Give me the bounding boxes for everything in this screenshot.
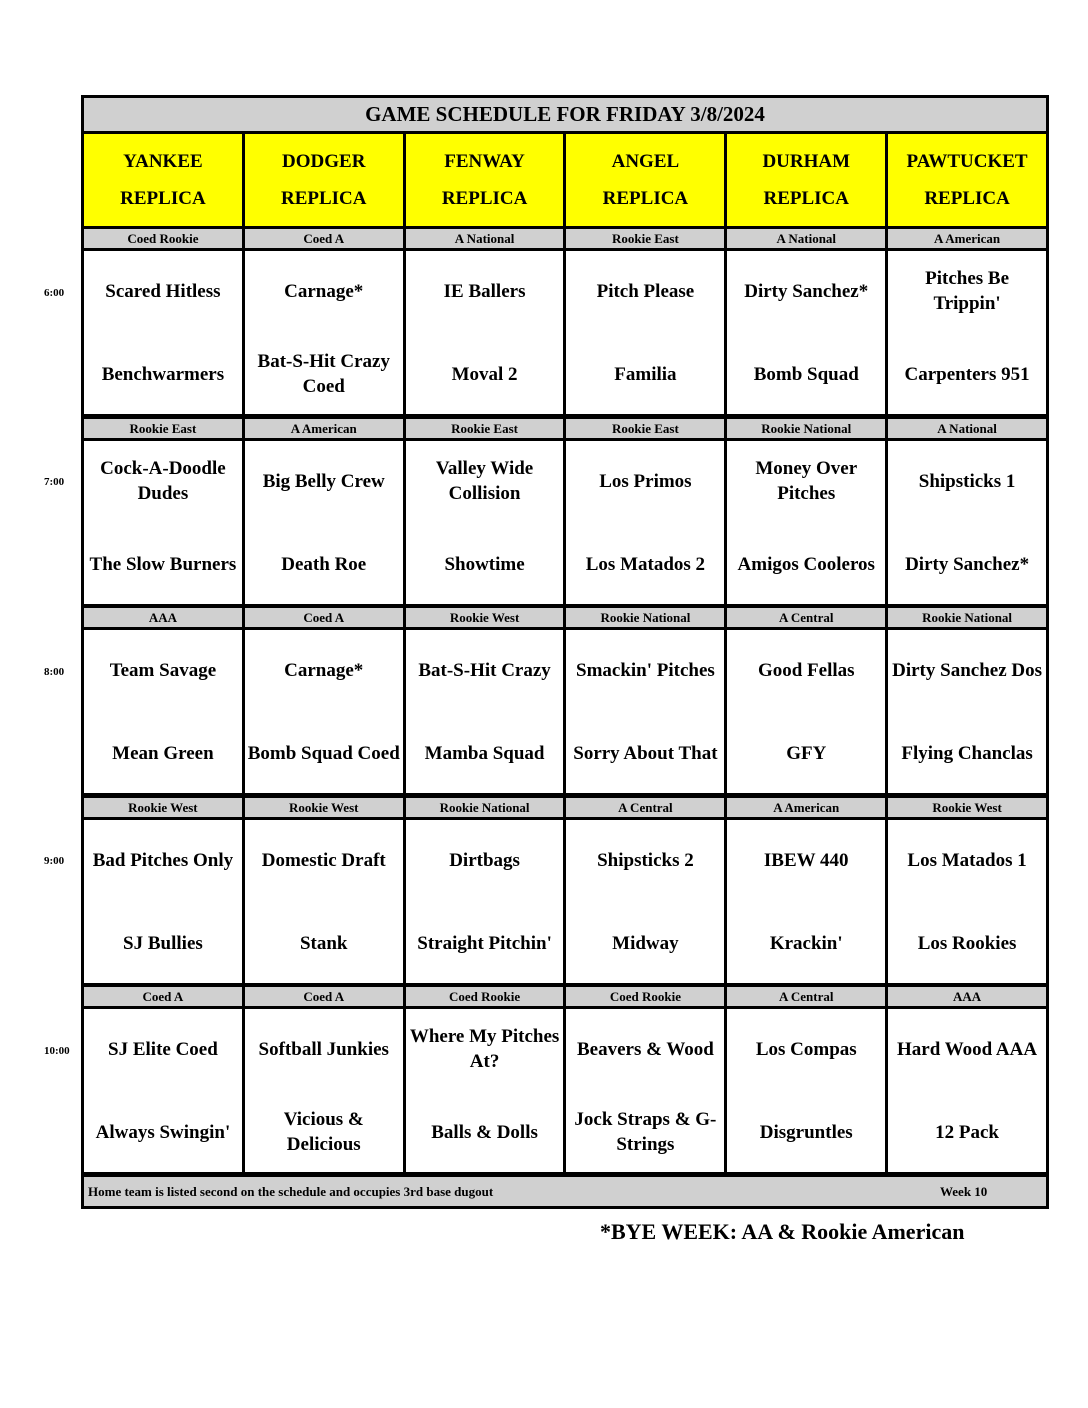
division-label: Rookie West xyxy=(888,798,1046,817)
field-sub: REPLICA xyxy=(441,188,528,209)
field-header xyxy=(84,134,242,226)
away-team: Dirty Sanchez Dos xyxy=(892,659,1043,681)
away-team: Softball Junkies xyxy=(258,1038,389,1060)
away-team: Scared Hitless xyxy=(105,280,221,302)
game-cell xyxy=(727,1009,885,1172)
field-header xyxy=(888,134,1046,226)
home-team: Midway xyxy=(612,932,679,954)
home-team: Straight Pitchin' xyxy=(417,932,552,954)
away-team: Good Fellas xyxy=(757,659,855,681)
away-team: Los Compas xyxy=(755,1038,857,1060)
field-name: DODGER xyxy=(282,151,366,172)
game-cell xyxy=(406,251,564,414)
home-team: Death Roe xyxy=(281,553,367,575)
game-cell xyxy=(888,441,1046,604)
division-label: A National xyxy=(888,419,1046,438)
division-label: A National xyxy=(406,229,564,248)
home-team: Balls & Dolls xyxy=(431,1121,538,1143)
away-team: IE Ballers xyxy=(443,280,526,302)
away-team: Cock-A-Doodle Dudes xyxy=(100,458,226,504)
away-team: Carnage* xyxy=(284,280,364,302)
away-team: IBEW 440 xyxy=(763,849,849,871)
field-sub: REPLICA xyxy=(120,188,206,209)
time-label: 8:00 xyxy=(44,666,65,678)
home-team: Flying Chanclas xyxy=(901,742,1033,764)
field-header xyxy=(566,134,724,226)
home-team: Krackin' xyxy=(769,932,843,954)
field-sub: REPLICA xyxy=(280,188,367,209)
field-header xyxy=(245,134,403,226)
game-cell xyxy=(245,820,403,983)
home-team: Mean Green xyxy=(112,742,214,764)
game-cell xyxy=(566,251,724,414)
division-row xyxy=(84,608,1046,627)
game-cell xyxy=(888,630,1046,793)
away-team: Dirtbags xyxy=(449,849,520,871)
division-label: Coed Rookie xyxy=(84,229,242,248)
game-cell xyxy=(888,820,1046,983)
home-team: Carpenters 951 xyxy=(904,363,1030,385)
division-row xyxy=(84,419,1046,438)
game-cell xyxy=(727,630,885,793)
away-team: Beavers & Wood xyxy=(576,1038,714,1060)
division-label: Rookie West xyxy=(84,798,242,817)
game-cell xyxy=(727,441,885,604)
home-team: Mamba Squad xyxy=(424,742,545,764)
home-team: Showtime xyxy=(444,553,525,575)
game-cell xyxy=(727,820,885,983)
game-cell xyxy=(406,630,564,793)
bye-week-note: *BYE WEEK: AA & Rookie American xyxy=(600,1219,965,1244)
game-cell xyxy=(566,820,724,983)
away-team: Bat-S-Hit Crazy xyxy=(418,659,551,681)
division-label: Rookie National xyxy=(406,798,564,817)
away-team: Carnage* xyxy=(284,659,364,681)
home-team: SJ Bullies xyxy=(123,932,203,954)
division-label: A American xyxy=(727,798,885,817)
division-label: Rookie East xyxy=(566,229,724,248)
game-cell xyxy=(727,251,885,414)
division-label: Coed Rookie xyxy=(406,987,564,1006)
home-team-note: Home team is listed second on the schedule and occupies 3rd base dugout xyxy=(88,1184,494,1199)
game-cell xyxy=(566,630,724,793)
field-name: FENWAY xyxy=(444,151,525,172)
time-label: 9:00 xyxy=(44,855,65,867)
division-label: Rookie National xyxy=(727,419,885,438)
division-label: Rookie East xyxy=(566,419,724,438)
division-label: A Central xyxy=(566,798,724,817)
home-team: Jock Straps & G-Strings xyxy=(574,1109,717,1155)
game-cell xyxy=(84,251,242,414)
home-team: 12 Pack xyxy=(935,1121,999,1143)
home-team: GFY xyxy=(786,742,827,764)
division-label: Coed A xyxy=(245,608,403,627)
division-label: A Central xyxy=(727,987,885,1006)
division-label: Rookie National xyxy=(566,608,724,627)
home-team: Los Rookies xyxy=(917,932,1017,954)
division-row xyxy=(84,229,1046,248)
home-team: Always Swingin' xyxy=(95,1121,231,1143)
time-label: 10:00 xyxy=(44,1045,70,1057)
home-team: The Slow Burners xyxy=(89,553,237,575)
division-row xyxy=(84,987,1046,1006)
away-team: Los Matados 1 xyxy=(907,849,1027,871)
division-label: Rookie East xyxy=(406,419,564,438)
game-cell xyxy=(245,441,403,604)
home-team: Disgruntles xyxy=(759,1121,853,1143)
week-label: Week 10 xyxy=(940,1184,988,1199)
game-cell xyxy=(84,630,242,793)
game-cell xyxy=(888,1009,1046,1172)
field-header-row xyxy=(84,134,1046,226)
away-team: Los Primos xyxy=(599,470,692,492)
schedule-table xyxy=(81,95,1049,1209)
division-label: A National xyxy=(727,229,885,248)
away-team: Shipsticks 2 xyxy=(597,849,694,871)
home-team: Bomb Squad xyxy=(753,363,859,385)
home-team: Bomb Squad Coed xyxy=(247,742,400,764)
game-cell xyxy=(245,251,403,414)
field-sub: REPLICA xyxy=(763,188,849,209)
field-name: YANKEE xyxy=(123,151,203,172)
game-cell xyxy=(406,441,564,604)
field-name: PAWTUCKET xyxy=(906,151,1028,172)
game-cell xyxy=(245,630,403,793)
home-team: Benchwarmers xyxy=(101,363,225,385)
home-team: Los Matados 2 xyxy=(585,553,706,575)
home-team: Sorry About That xyxy=(573,742,718,764)
home-team: Bat-S-Hit Crazy Coed xyxy=(257,351,390,397)
game-cell xyxy=(406,1009,564,1172)
schedule-title: GAME SCHEDULE FOR FRIDAY 3/8/2024 xyxy=(84,98,1046,131)
division-row xyxy=(84,798,1046,817)
division-label: Coed Rookie xyxy=(566,987,724,1006)
game-cell xyxy=(566,1009,724,1172)
game-cell xyxy=(84,441,242,604)
away-team: Pitches Be Trippin' xyxy=(925,268,1010,314)
away-team: Domestic Draft xyxy=(261,849,386,871)
games-row xyxy=(84,251,1046,414)
time-label: 7:00 xyxy=(44,476,65,488)
division-label: Coed A xyxy=(245,987,403,1006)
field-name: ANGEL xyxy=(611,151,680,172)
field-sub: REPLICA xyxy=(602,188,689,209)
game-cell xyxy=(84,820,242,983)
home-team: Amigos Cooleros xyxy=(737,553,875,575)
field-header xyxy=(406,134,564,226)
division-label: Rookie West xyxy=(245,798,403,817)
away-team: Big Belly Crew xyxy=(262,470,385,492)
away-team: SJ Elite Coed xyxy=(108,1038,218,1060)
games-row xyxy=(84,1009,1046,1172)
away-team: Pitch Please xyxy=(596,280,695,302)
away-team: Team Savage xyxy=(109,659,217,681)
away-team: Shipsticks 1 xyxy=(918,470,1016,492)
field-sub: REPLICA xyxy=(924,188,1010,209)
field-name: DURHAM xyxy=(762,151,851,172)
division-label: A American xyxy=(245,419,403,438)
division-label: AAA xyxy=(888,987,1046,1006)
home-team: Moval 2 xyxy=(451,363,518,385)
division-label: AAA xyxy=(84,608,242,627)
home-team: Dirty Sanchez* xyxy=(905,553,1030,575)
games-row xyxy=(84,630,1046,793)
games-row xyxy=(84,820,1046,983)
away-team: Hard Wood AAA xyxy=(897,1038,1038,1060)
time-label: 6:00 xyxy=(44,287,65,299)
game-cell xyxy=(406,820,564,983)
division-label: A Central xyxy=(727,608,885,627)
footer-bar xyxy=(84,1177,1046,1206)
game-cell xyxy=(245,1009,403,1172)
division-label: Rookie West xyxy=(406,608,564,627)
home-team: Vicious & Delicious xyxy=(283,1109,364,1155)
games-row xyxy=(84,441,1046,604)
division-label: A American xyxy=(888,229,1046,248)
away-team: Bad Pitches Only xyxy=(92,849,234,871)
division-label: Coed A xyxy=(245,229,403,248)
game-cell xyxy=(84,1009,242,1172)
away-team: Where My Pitches At? xyxy=(409,1026,560,1072)
division-label: Rookie National xyxy=(888,608,1046,627)
away-team: Smackin' Pitches xyxy=(576,659,715,681)
home-team: Familia xyxy=(614,363,677,385)
division-label: Rookie East xyxy=(84,419,242,438)
away-team: Valley Wide Collision xyxy=(435,458,534,504)
game-cell xyxy=(566,441,724,604)
away-team: Dirty Sanchez* xyxy=(744,280,869,302)
division-label: Coed A xyxy=(84,987,242,1006)
game-cell xyxy=(888,251,1046,414)
home-team: Stank xyxy=(299,932,348,954)
field-header xyxy=(727,134,885,226)
away-team: Money Over Pitches xyxy=(755,458,858,504)
